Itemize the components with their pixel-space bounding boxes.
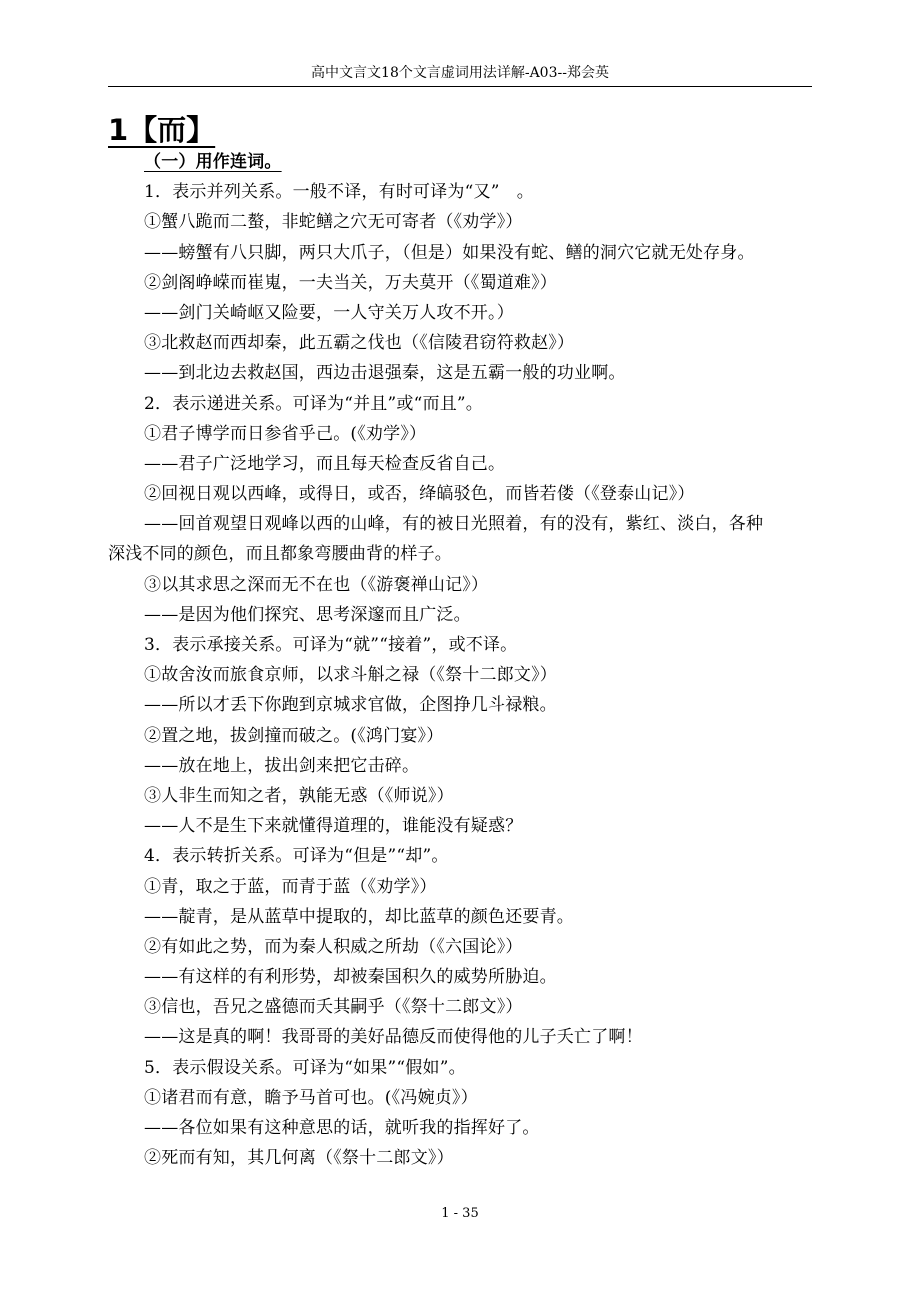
text-line: ——回首观望日观峰以西的山峰，有的被日光照着，有的没有，紫红、淡白，各种 bbox=[144, 514, 764, 535]
running-header: 高中文言文18个文言虚词用法详解-A03--郑会英 bbox=[311, 65, 609, 81]
text-line: ①诸君而有意，瞻予马首可也。(《冯婉贞》） bbox=[144, 1087, 478, 1108]
text-line: 1．表示并列关系。一般不译，有时可译为“又” 。 bbox=[144, 182, 534, 203]
text-line: ②有如此之势，而为秦人积威之所劫（《六国论》） bbox=[144, 936, 523, 957]
text-line: 5．表示假设关系。可译为“如果”“假如”。 bbox=[144, 1057, 466, 1078]
text-line: ——这是真的啊！我哥哥的美好品德反而使得他的儿子夭亡了啊！ bbox=[144, 1027, 643, 1048]
text-line: ——剑门关崎岖又险要，一人守关万人攻不开。） bbox=[144, 302, 514, 323]
text-line: ——是因为他们探究、思考深邃而且广泛。 bbox=[144, 604, 471, 625]
text-line: ③人非生而知之者，孰能无惑（《师说》） bbox=[144, 785, 454, 806]
text-line: ②剑阁峥嵘而崔嵬，一夫当关，万夫莫开（《蜀道难》） bbox=[144, 272, 557, 293]
page-number: 1 - 35 bbox=[441, 1206, 479, 1221]
text-line: ——放在地上，拔出剑来把它击碎。 bbox=[144, 755, 420, 776]
text-line: ①故舍汝而旅食京师，以求斗斛之禄（《祭十二郎文》） bbox=[144, 665, 557, 686]
text-line: ——所以才丢下你跑到京城求官做，企图挣几斗禄粮。 bbox=[144, 695, 557, 716]
text-lines bbox=[108, 177, 812, 1173]
text-line: 3．表示承接关系。可译为“就”“接着”，或不译。 bbox=[144, 635, 518, 655]
text-line: ①青，取之于蓝，而青于蓝（《劝学》） bbox=[144, 876, 437, 897]
subheading-line bbox=[108, 147, 812, 177]
text-line: 2．表示递进关系。可译为“并且”或“而且”。 bbox=[144, 393, 483, 414]
text-line: ③北救赵而西却秦，此五霸之伐也（《信陵君窃符救赵》） bbox=[144, 333, 575, 354]
text-line: ——君子广泛地学习，而且每天检查反省自己。 bbox=[144, 453, 506, 474]
text-line: ——靛青，是从蓝草中提取的，却比蓝草的颜色还要青。 bbox=[144, 906, 574, 927]
document-body bbox=[108, 147, 812, 1173]
text-line: ③信也，吾兄之盛德而夭其嗣乎（《祭十二郎文》） bbox=[144, 997, 523, 1018]
text-line: ——有这样的有利形势，却被秦国积久的威势所胁迫。 bbox=[144, 967, 557, 988]
text-line: ②置之地，拔剑撞而破之。(《鸿门宴》） bbox=[144, 725, 444, 746]
header-rule bbox=[108, 86, 812, 87]
subheading: （一）用作连词。 bbox=[144, 152, 282, 172]
text-line: ——各位如果有这种意思的话，就听我的指挥好了。 bbox=[144, 1118, 540, 1138]
text-line: 深浅不同的颜色，而且都象弯腰曲背的样子。 bbox=[108, 544, 452, 565]
text-line: ②死而有知，其几何离（《祭十二郎文》） bbox=[144, 1148, 454, 1169]
text-line: ——人不是生下来就懂得道理的，谁能没有疑惑？ bbox=[144, 816, 523, 837]
text-line: ③以其求思之深而无不在也（《游褒禅山记》） bbox=[144, 574, 489, 595]
main-heading: 1【而】 bbox=[108, 113, 216, 147]
text-line: ①蟹八跪而二螯，非蛇鳝之穴无可寄者（《劝学》） bbox=[144, 212, 523, 233]
text-line: ——螃蟹有八只脚，两只大爪子，（但是）如果没有蛇、鳝的洞穴它就无处存身。 bbox=[144, 242, 755, 263]
text-line: ①君子博学而日参省乎己。(《劝学》） bbox=[144, 423, 427, 444]
text-line: ②回视日观以西峰，或得日，或否，绛皜驳色，而皆若偻（《登泰山记》） bbox=[144, 484, 695, 505]
text-line: ——到北边去救赵国，西边击退强秦，这是五霸一般的功业啊。 bbox=[144, 363, 626, 384]
text-line: 4．表示转折关系。可译为“但是”“却”。 bbox=[144, 846, 449, 867]
